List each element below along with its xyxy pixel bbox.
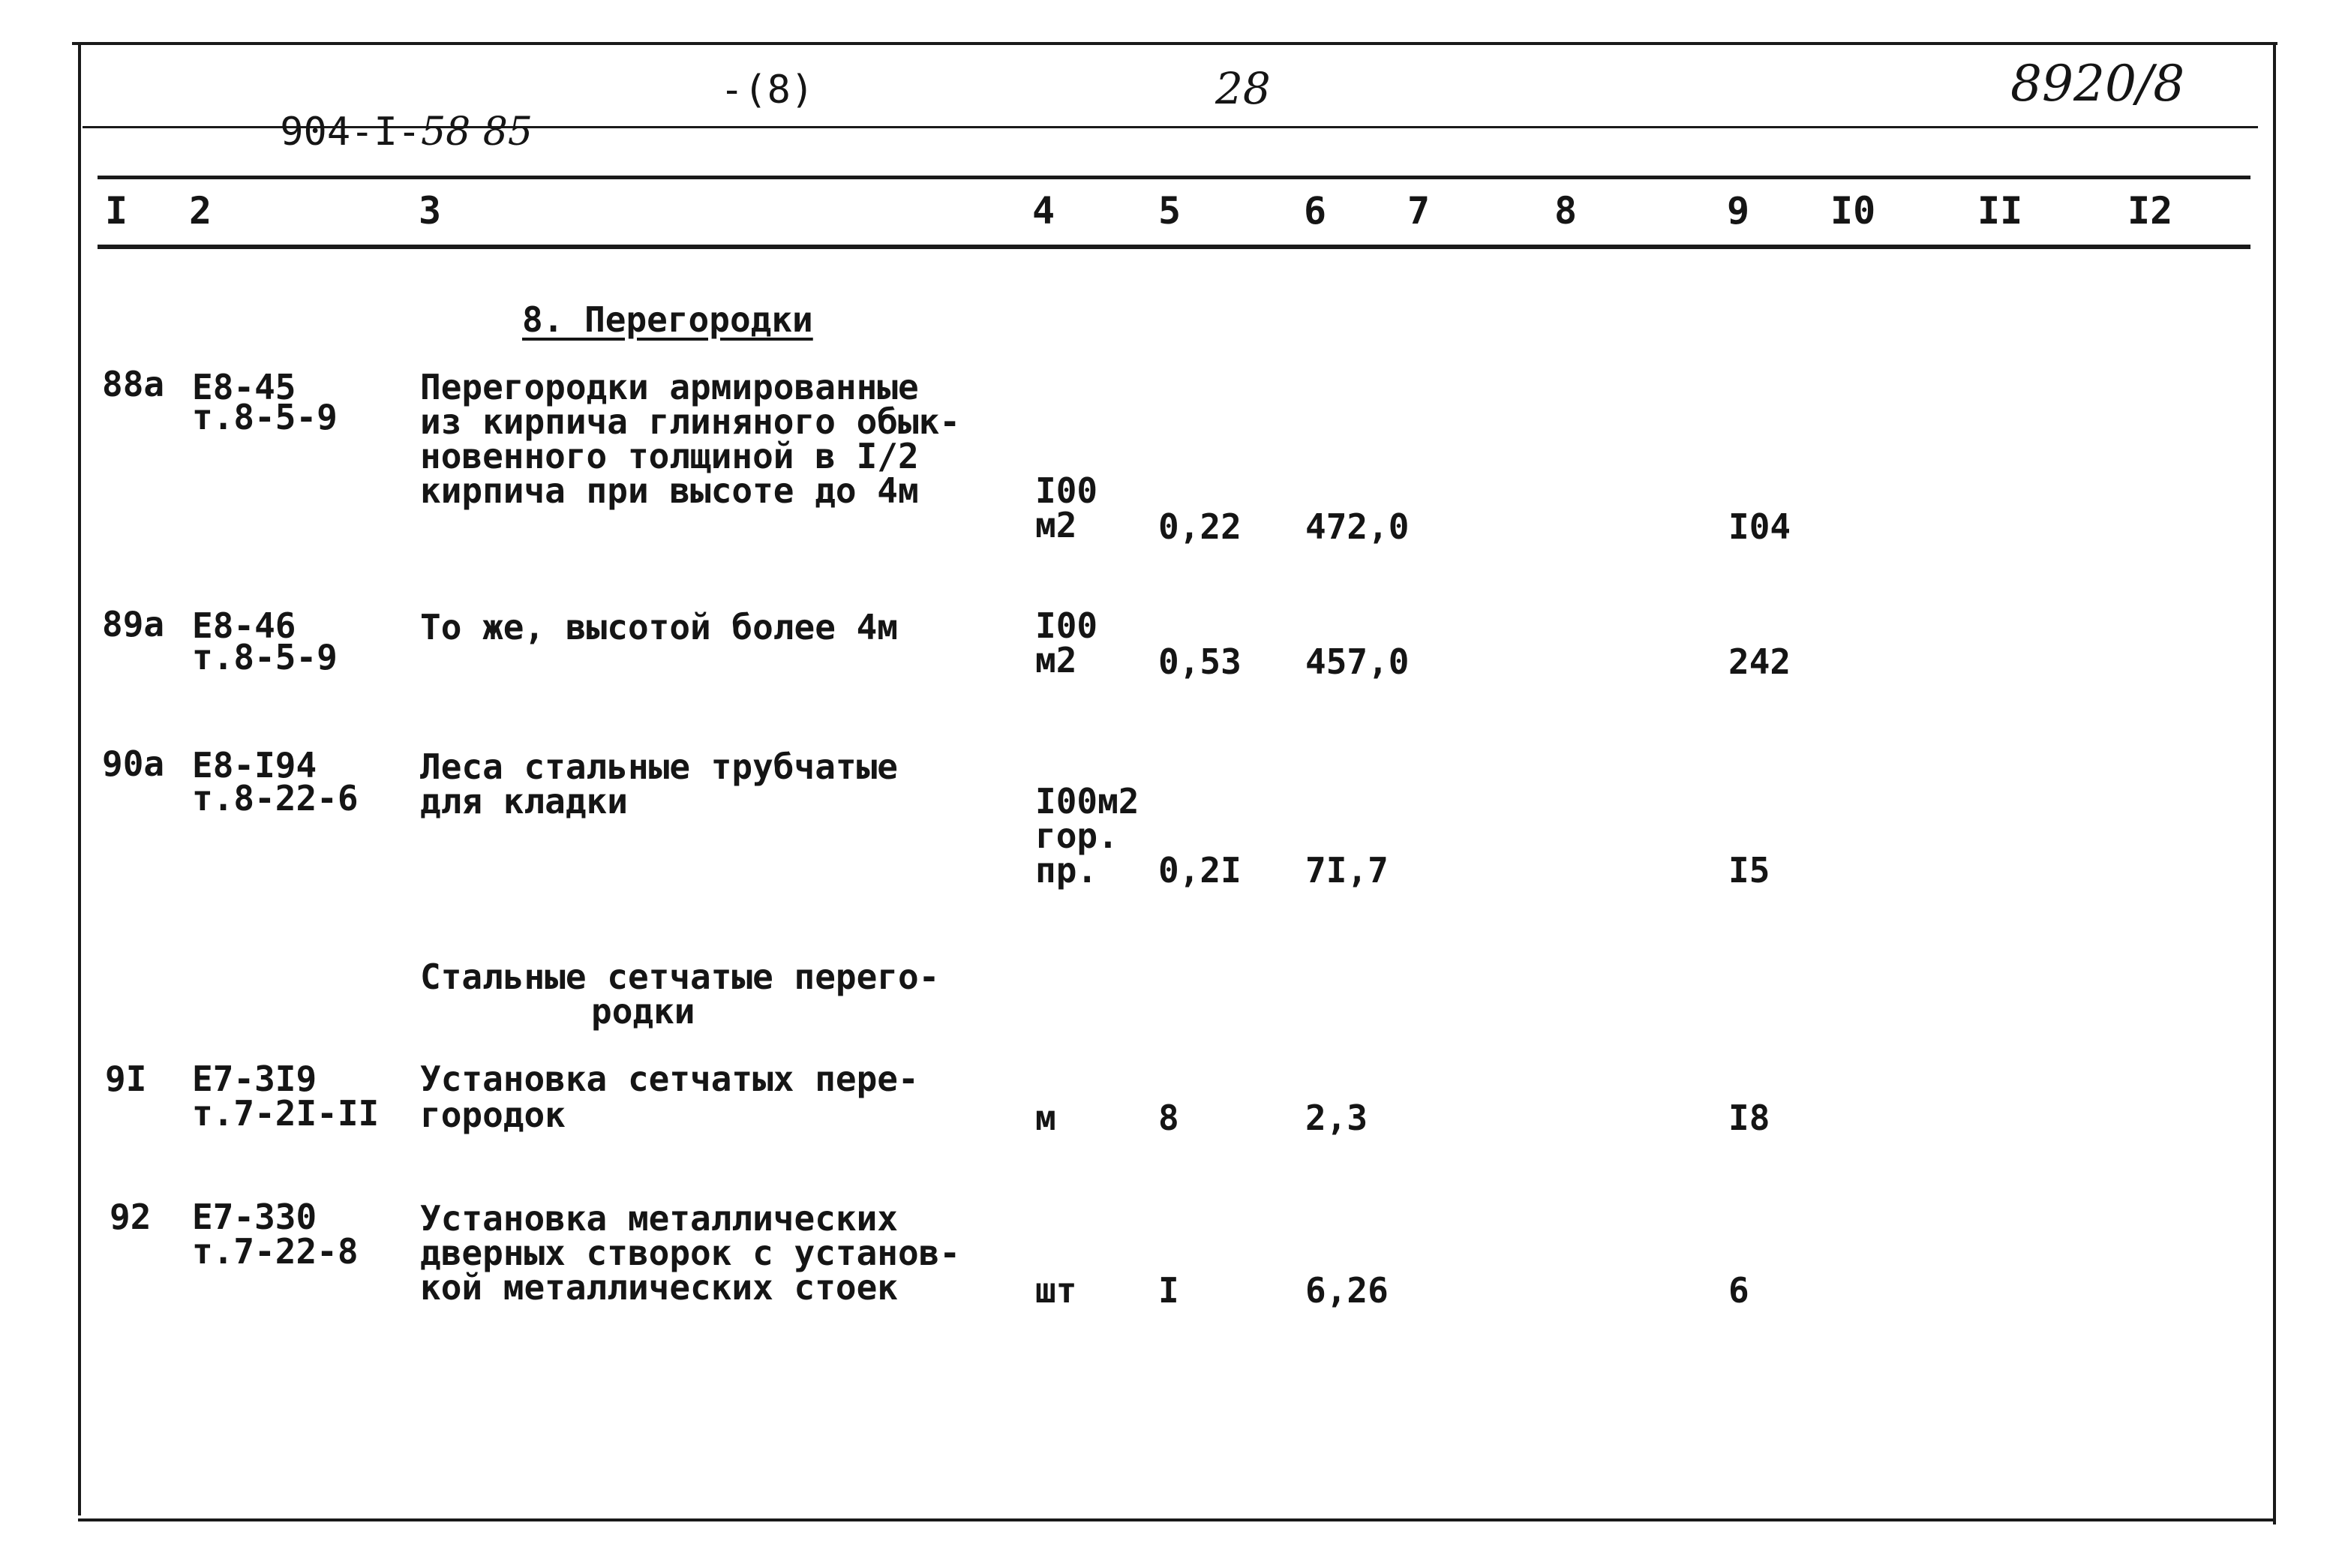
norm-table-ref: т.8-5-9 xyxy=(192,397,338,437)
work-description: для кладки xyxy=(420,781,628,822)
frame-left-line xyxy=(78,42,81,1515)
norm-table-ref: т.8-5-9 xyxy=(192,637,338,677)
work-description: новенного толщиной в I/2 xyxy=(420,436,919,476)
norm-code: Е8-45 xyxy=(192,367,296,407)
quantity: 8 xyxy=(1158,1098,1179,1138)
archive-reference-handwritten: 8920/8 xyxy=(2010,55,2185,113)
section-title: 8. Перегородки xyxy=(522,299,813,340)
column-number: 9 xyxy=(1727,189,1750,233)
unit: I00 xyxy=(1035,470,1098,511)
row-number: 92 xyxy=(110,1197,152,1237)
unit: шт xyxy=(1035,1270,1077,1311)
norm-table-ref: т.7-22-8 xyxy=(192,1231,359,1272)
quantity: 0,2I xyxy=(1158,850,1242,891)
total-cost: 242 xyxy=(1728,641,1791,682)
norm-table-ref: т.8-22-6 xyxy=(192,778,359,819)
row-number: 90а xyxy=(102,743,165,784)
total-cost: I04 xyxy=(1728,506,1791,547)
column-number: II xyxy=(1977,189,2023,233)
frame-right-line xyxy=(2273,42,2276,1524)
column-number: 5 xyxy=(1158,189,1182,233)
column-number: 4 xyxy=(1032,189,1055,233)
unit: м2 xyxy=(1035,505,1077,545)
unit: I00 xyxy=(1035,605,1098,646)
quantity: 0,22 xyxy=(1158,506,1242,547)
section-label: -(8) xyxy=(720,68,815,113)
column-number: 2 xyxy=(189,189,212,233)
page-number-handwritten: 28 xyxy=(1215,63,1271,114)
work-description: из кирпича глиняного обык- xyxy=(420,401,961,442)
frame-bottom-line xyxy=(78,1518,2276,1521)
row-number: 88а xyxy=(102,364,165,404)
unit-price: 7I,7 xyxy=(1305,850,1389,891)
work-description: Установка сетчатых пере- xyxy=(420,1059,919,1099)
doc-number xyxy=(186,69,533,195)
unit-price: 472,0 xyxy=(1305,506,1410,547)
total-cost: 6 xyxy=(1728,1270,1749,1311)
doc-prefix: 904-I- xyxy=(280,110,422,155)
column-number: I0 xyxy=(1830,189,1876,233)
frame-top-line xyxy=(72,42,2277,45)
subsection-heading: Стальные сетчатые перего- xyxy=(420,957,940,997)
work-description: дверных створок с установ- xyxy=(420,1233,961,1273)
unit-price: 457,0 xyxy=(1305,641,1410,682)
column-number: 6 xyxy=(1304,189,1327,233)
work-description: Перегородки армированные xyxy=(420,367,919,407)
unit-price: 6,26 xyxy=(1305,1270,1389,1311)
work-description: кирпича при высоте до 4м xyxy=(420,470,919,511)
column-header-bottom-line xyxy=(98,245,2250,249)
unit: пр. xyxy=(1035,850,1098,891)
work-description: городок xyxy=(420,1095,566,1135)
work-description: Установка металлических xyxy=(420,1198,898,1239)
quantity: I xyxy=(1158,1270,1179,1311)
total-cost: I5 xyxy=(1728,850,1770,891)
column-number: 8 xyxy=(1554,189,1578,233)
doc-number-handwritten: 58 85 xyxy=(421,110,533,155)
subsection-heading: родки xyxy=(591,991,695,1032)
unit: м xyxy=(1035,1098,1056,1138)
norm-code: Е7-330 xyxy=(192,1197,317,1237)
column-number: 7 xyxy=(1407,189,1431,233)
row-number: 89а xyxy=(102,604,165,644)
work-description: Леса стальные трубчатые xyxy=(420,746,898,787)
unit: м2 xyxy=(1035,640,1077,680)
work-description: То же, высотой более 4м xyxy=(420,607,898,647)
work-description: кой металлических стоек xyxy=(420,1267,898,1308)
unit-price: 2,3 xyxy=(1305,1098,1368,1138)
unit: I00м2 xyxy=(1035,781,1139,822)
column-number: 3 xyxy=(419,189,442,233)
norm-table-ref: т.7-2I-II xyxy=(192,1093,380,1134)
norm-code: Е8-I94 xyxy=(192,745,317,786)
row-number: 9I xyxy=(105,1059,147,1099)
quantity: 0,53 xyxy=(1158,641,1242,682)
norm-code: Е8-46 xyxy=(192,605,296,646)
column-number: I xyxy=(105,189,128,233)
unit: гор. xyxy=(1035,816,1118,856)
column-number: I2 xyxy=(2127,189,2173,233)
norm-code: Е7-3I9 xyxy=(192,1059,317,1099)
total-cost: I8 xyxy=(1728,1098,1770,1138)
